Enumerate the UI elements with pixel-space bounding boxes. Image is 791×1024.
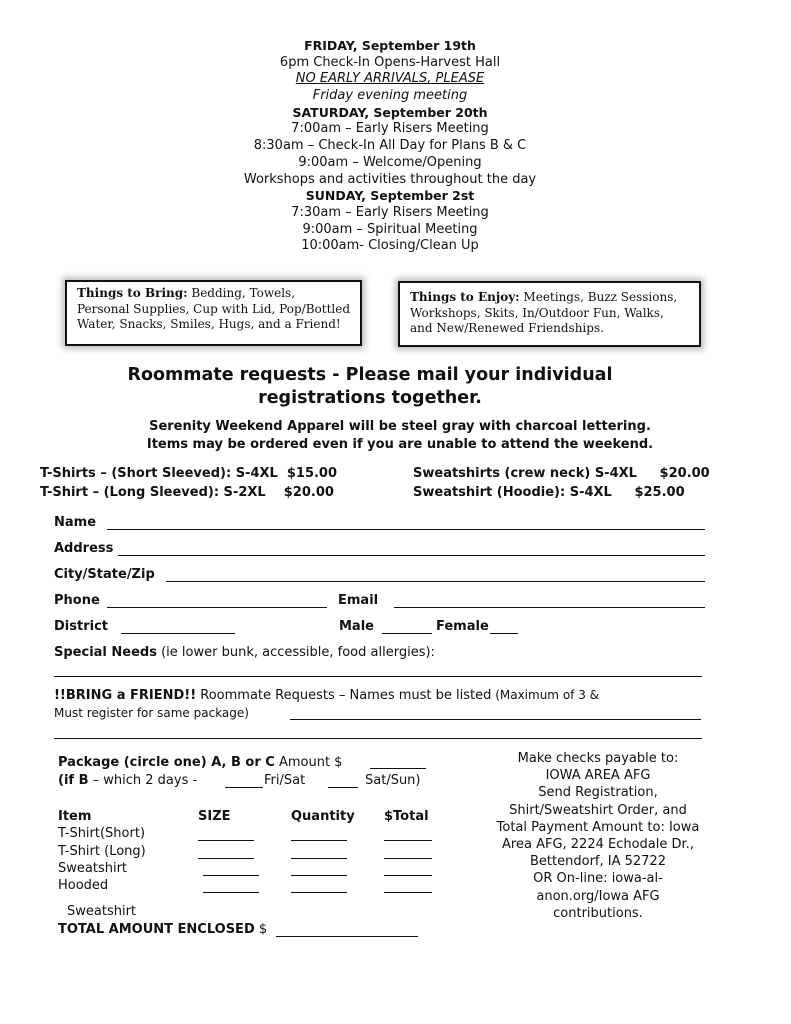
saturday-welcome: 9:00am – Welcome/Opening — [298, 154, 482, 170]
quantity-field-tshirt-short[interactable] — [291, 840, 347, 841]
roommate-heading — [90, 364, 650, 410]
package-b-line — [58, 773, 197, 788]
total-field-tshirt-short[interactable] — [384, 840, 432, 841]
things-to-bring-label: Things to Bring: — [77, 286, 188, 300]
bring-friend — [54, 688, 599, 703]
things-to-bring-text: Bedding, Towels, Personal Supplies, Cup with Lid, Pop/Bottled Water, Snacks, Smiles, Hugs, and a Friend! — [77, 286, 351, 331]
name-label: Name — [54, 515, 97, 530]
phone-field[interactable] — [107, 607, 327, 608]
size-field-hooded[interactable] — [203, 892, 259, 893]
item-sweatshirt-extra: Sweatshirt — [67, 904, 137, 919]
item-tshirt-long: T-Shirt (Long) — [58, 844, 146, 859]
things-to-enjoy-box — [398, 281, 701, 347]
total-field-hooded[interactable] — [384, 892, 432, 893]
price-hoodie: Sweatshirt (Hoodie): S-4XL $25.00 — [413, 485, 685, 500]
package-amount-field[interactable] — [370, 768, 426, 769]
female-field[interactable] — [490, 633, 518, 634]
total-amount-prefix: $ — [254, 922, 268, 937]
name-field[interactable] — [107, 529, 705, 530]
roommate-heading-line2: registrations together. — [258, 388, 482, 408]
city-state-zip-label: City/State/Zip — [54, 567, 155, 582]
checks-line-9: anon.org/Iowa AFG — [536, 888, 660, 904]
if-b-label: (if B — [58, 773, 89, 788]
special-needs-label: Special Needs — [54, 645, 157, 660]
item-tshirt-short: T-Shirt(Short) — [58, 826, 146, 841]
saturday-early-risers: 7:00am – Early Risers Meeting — [291, 121, 489, 137]
quantity-field-sweatshirt[interactable] — [291, 875, 347, 876]
payment-info — [470, 750, 726, 922]
apparel-note — [100, 418, 700, 454]
email-field[interactable] — [394, 607, 705, 608]
roommate-names-field[interactable] — [290, 719, 701, 720]
total-field-sweatshirt[interactable] — [384, 875, 432, 876]
bring-friend-text: Roommate Requests – Names must be listed — [196, 688, 492, 703]
package-label: Package (circle one) A, B or C — [58, 755, 275, 770]
item-sweatshirt: Sweatshirt — [58, 861, 128, 876]
checks-line-3: Send Registration, — [538, 785, 658, 801]
no-early-arrivals: NO EARLY ARRIVALS, PLEASE — [295, 71, 485, 87]
roommate-heading-line1: Roommate requests - Please mail your individual — [127, 365, 613, 385]
district-field[interactable] — [121, 633, 235, 634]
things-to-enjoy-label: Things to Enjoy: — [410, 290, 520, 304]
friday-meeting: Friday evening meeting — [312, 88, 468, 104]
header-quantity: Quantity — [291, 809, 355, 824]
male-field[interactable] — [382, 633, 432, 634]
size-field-tshirt-short[interactable] — [198, 840, 254, 841]
friday-checkin: 6pm Check-In Opens-Harvest Hall — [279, 54, 501, 70]
package-line — [58, 755, 342, 770]
sat-sun-label: Sat/Sun) — [365, 773, 421, 788]
fri-sat-label: Fri/Sat — [264, 773, 306, 788]
phone-label: Phone — [54, 593, 100, 608]
sunday-closing: 10:00am- Closing/Clean Up — [301, 238, 479, 254]
special-needs-hint: (ie lower bunk, accessible, food allergies): — [156, 645, 435, 660]
checks-line-2: IOWA AREA AFG — [545, 768, 651, 784]
sunday-early-risers: 7:30am – Early Risers Meeting — [291, 204, 489, 220]
district-label: District — [54, 619, 108, 634]
size-field-sweatshirt[interactable] — [203, 875, 259, 876]
saturday-checkin: 8:30am – Check-In All Day for Plans B & C — [253, 138, 527, 154]
checks-line-6: Area AFG, 2224 Echodale Dr., — [502, 837, 694, 853]
special-needs — [54, 645, 435, 660]
city-state-zip-field[interactable] — [166, 581, 705, 582]
apparel-line2: Items may be ordered even if you are unable to attend the weekend. — [146, 437, 654, 452]
package-amount-label: Amount $ — [274, 755, 343, 770]
checks-line-1: Make checks payable to: — [517, 751, 679, 766]
saturday-workshops: Workshops and activities throughout the day — [243, 171, 537, 187]
checks-line-8: OR On-line: iowa-al- — [533, 871, 663, 887]
sunday-spiritual: 9:00am – Spiritual Meeting — [302, 221, 478, 237]
saturday-heading: SATURDAY, September 20th — [292, 104, 488, 120]
bring-friend-max: (Maximum of 3 & — [491, 688, 599, 702]
schedule — [0, 38, 780, 255]
things-to-bring-box — [65, 280, 362, 346]
quantity-field-tshirt-long[interactable] — [291, 858, 347, 859]
things-to-enjoy-text: Meetings, Buzz Sessions, Workshops, Skits, In/Outdoor Fun, Walks, and New/Renewed Friendships. — [410, 290, 678, 335]
total-amount-label: TOTAL AMOUNT ENCLOSED — [58, 922, 255, 937]
price-tshirt-long: T-Shirt – (Long Sleeved): S-2XL $20.00 — [40, 485, 334, 500]
total-amount-field[interactable] — [276, 936, 418, 937]
special-needs-field[interactable] — [54, 676, 702, 677]
male-label: Male — [339, 619, 374, 634]
checks-line-4: Shirt/Sweatshirt Order, and — [509, 802, 687, 818]
address-label: Address — [54, 541, 114, 556]
price-sweatshirt: Sweatshirts (crew neck) S-4XL $20.00 — [413, 466, 710, 481]
checks-line-10: contributions. — [553, 905, 643, 921]
price-tshirt-short: T-Shirts – (Short Sleeved): S-4XL $15.00 — [40, 466, 338, 481]
bring-friend-label: !!BRING a FRIEND!! — [54, 688, 197, 703]
bring-friend-same: Must register for same package) — [54, 706, 249, 720]
friday-heading: FRIDAY, September 19th — [304, 38, 476, 53]
female-label: Female — [436, 619, 489, 634]
sunday-heading: SUNDAY, September 2st — [305, 188, 475, 204]
size-field-tshirt-long[interactable] — [198, 858, 254, 859]
total-amount-line — [58, 922, 267, 937]
checks-line-5: Total Payment Amount to: Iowa — [496, 819, 700, 835]
address-field[interactable] — [118, 555, 705, 556]
header-total: $Total — [384, 809, 429, 824]
quantity-field-hooded[interactable] — [291, 892, 347, 893]
roommate-names-field-2[interactable] — [54, 738, 702, 739]
sat-sun-field[interactable] — [328, 787, 358, 788]
which-days-label: – which 2 days - — [88, 773, 198, 788]
total-field-tshirt-long[interactable] — [384, 858, 432, 859]
checks-line-7: Bettendorf, IA 52722 — [530, 854, 666, 870]
header-item: Item — [58, 809, 92, 824]
apparel-line1: Serenity Weekend Apparel will be steel gray with charcoal lettering. — [149, 419, 651, 434]
email-label: Email — [338, 593, 379, 608]
item-hooded: Hooded — [58, 878, 109, 893]
header-size: SIZE — [198, 809, 231, 824]
fri-sat-field[interactable] — [225, 787, 263, 788]
